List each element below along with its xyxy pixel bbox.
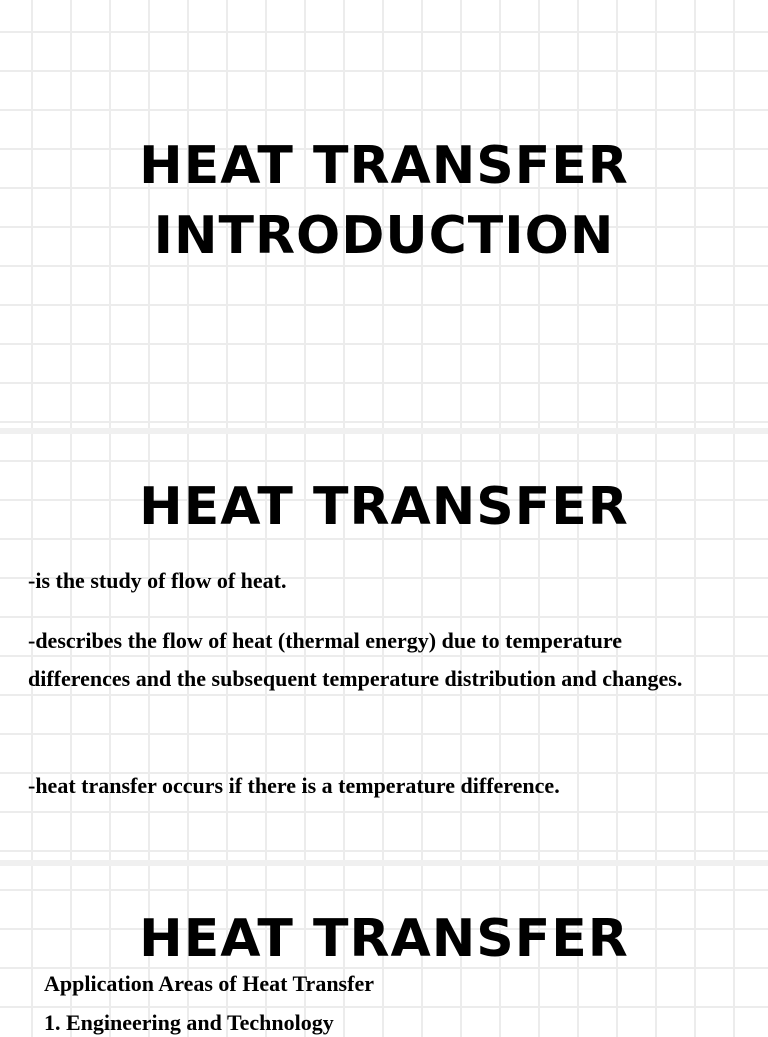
- applications-heading: [0, 904, 768, 974]
- definition-point-2: -describes the flow of heat (thermal energy) due to temperature differences and the subsequent temperature distribution and changes.: [28, 628, 683, 691]
- definition-heading: [0, 472, 768, 542]
- definition-point-1: -is the study of flow of heat.: [28, 568, 287, 593]
- title-line-2: INTRODUCTION: [153, 206, 615, 266]
- slide-applications: [0, 864, 768, 1035]
- slide-title: [0, 0, 768, 430]
- slide-title-heading: [0, 131, 768, 271]
- slide-definition: [0, 430, 768, 864]
- definition-heading-text: HEAT TRANSFER: [139, 477, 629, 537]
- applications-list-item: 1. Engineering and Technology: [44, 1010, 334, 1035]
- definition-point-3: -heat transfer occurs if there is a temperature difference.: [28, 773, 560, 798]
- applications-heading-text: HEAT TRANSFER: [139, 909, 629, 969]
- title-line-1: HEAT TRANSFER: [139, 136, 629, 196]
- applications-subtitle: Application Areas of Heat Transfer: [44, 971, 374, 996]
